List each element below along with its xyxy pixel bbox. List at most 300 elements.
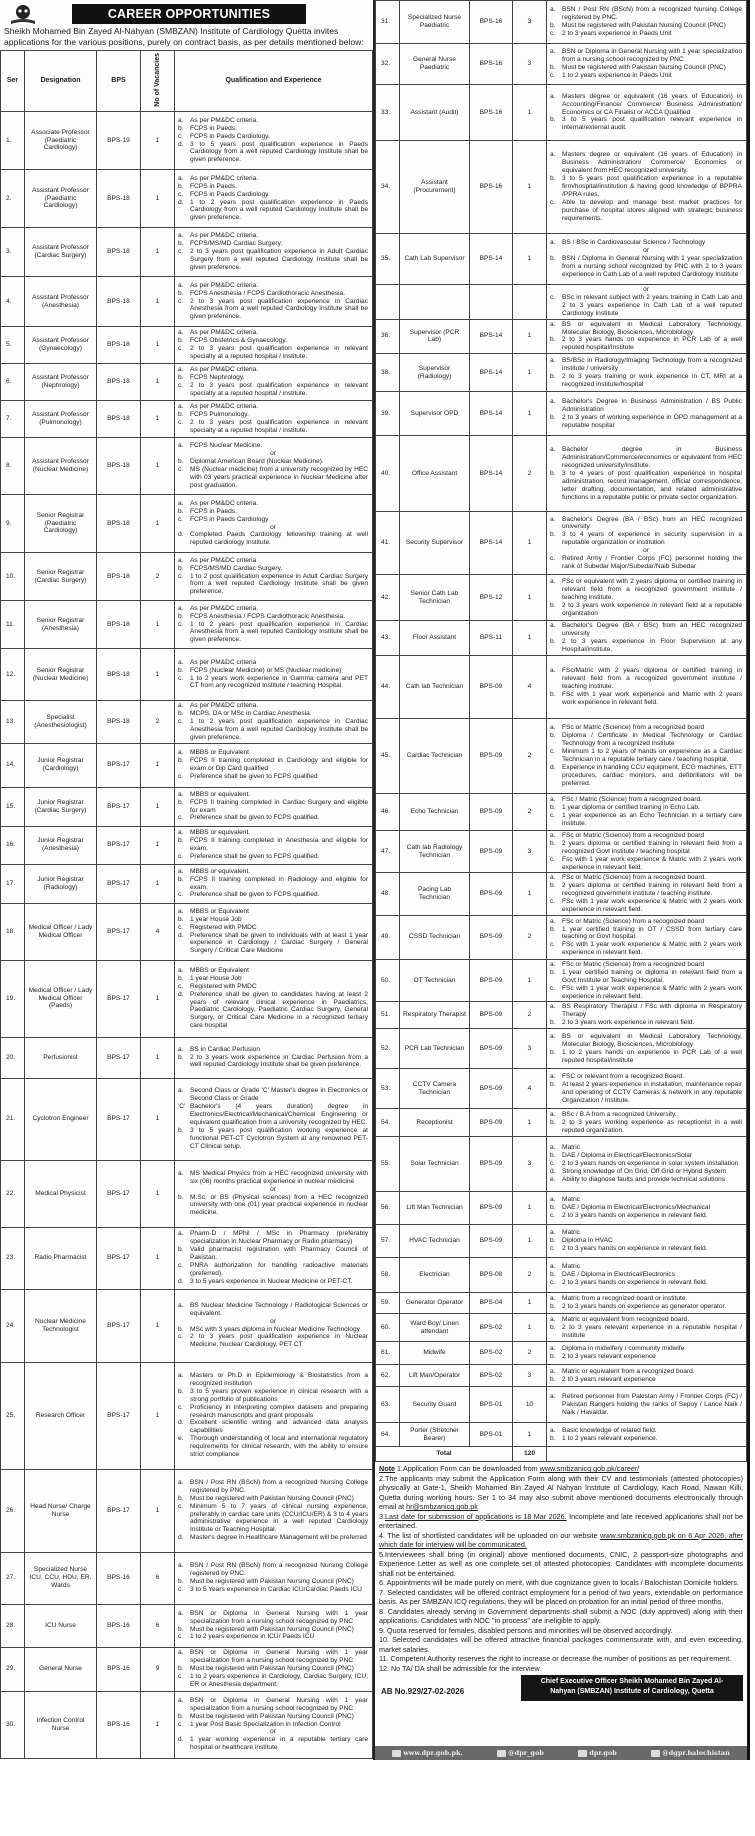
qualification-item: c. 2 to 3 years post qualification experience in Adult Cardiac Surgery from a well reputed Cardiology Institute shall be given preference. xyxy=(178,248,368,271)
ab-number: AB No.929/27-02-2026 xyxy=(381,1687,465,1697)
designation: Senior Registrar (Anesthesia) xyxy=(25,601,97,649)
bps-grade: BPS-08 xyxy=(470,1258,513,1293)
bps-grade: BPS-17 xyxy=(97,864,141,903)
qualification-item: b. 2 to 3 years working experience as receptionist in a well reputed organization. xyxy=(550,1118,742,1134)
designation: Lift Man Technician xyxy=(400,1192,470,1225)
qualification-item: e. Ability to diagnose faults and provide technical solutions xyxy=(550,1176,726,1184)
bps-grade: BPS-09 xyxy=(470,959,513,1002)
qualification-list xyxy=(547,718,747,793)
designation: HVAC Technician xyxy=(400,1225,470,1258)
bps-grade: BPS-14 xyxy=(470,512,513,575)
qualification-item: a. Matric or equivalent from a recognized board. xyxy=(550,1367,695,1375)
serial-number: 8. xyxy=(1,438,25,495)
qualification-item: or xyxy=(270,1728,276,1736)
qualification-item: b. 3 to 5 years post qualification relevant experience in internal/external audit. xyxy=(550,116,742,132)
vacancy-count: 1 xyxy=(141,601,175,649)
qualification-item: b. FCPS in Paeds. xyxy=(178,182,237,190)
vacancy-count: 1 xyxy=(141,787,175,826)
qualification-item: a. BS or equivalent in Medical Laboratory Technology, Molecular Biology, Biosciences, Microbiology xyxy=(550,320,742,336)
qualification-item: c. 1 to 2 years experience in ICU/ Paeds ICU xyxy=(178,1633,315,1641)
designation: Specialist (Anesthesiologist) xyxy=(25,701,97,744)
note-item: 4. The list of shortlisted candidates will be uploaded on our website www.smbzanicq.gob.pk on 6 Apr 2026, after which date for interview will be communicated. xyxy=(379,1530,743,1550)
qualification-list xyxy=(547,436,747,512)
bps-grade xyxy=(470,285,513,320)
qualification-list xyxy=(175,1037,373,1078)
serial-number: 38. xyxy=(376,354,400,392)
table-row xyxy=(376,392,747,436)
table-header-row xyxy=(1,51,373,112)
qualification-item: c. Preference shall be given to FCPS qualified. xyxy=(178,814,320,822)
qualification-list xyxy=(547,44,747,85)
designation: Assistant Professor (Paediatric Cardiology) xyxy=(25,170,97,228)
qualification-item: a. Bachelor's Degree in Business Administration / BS Public Administration xyxy=(550,397,742,413)
table-row xyxy=(376,1137,747,1192)
designation: Assistant Professor (Nephrology) xyxy=(25,364,97,401)
qualification-list xyxy=(175,787,373,826)
qualification-item: c. 1 to 2 years post qualification experience in Cardiac Anesthesia from a well reputed Cardiology Institute shall be given preference. xyxy=(178,717,368,741)
note-item: 7. Selected candidates will be offered contract employment for a period of two years, extendable on performance basis. As per SMBZAN ICQ regulations, they will be placed on probation for an initial period of three months. xyxy=(379,1587,743,1607)
bps-grade: BPS-17 xyxy=(97,1469,141,1552)
serial-number: 53. xyxy=(376,1069,400,1109)
vacancy-count: 1 xyxy=(141,1469,175,1552)
designation: Pacing Lab Technician xyxy=(400,873,470,916)
bps-grade: BPS-16 xyxy=(470,44,513,85)
vacancy-count: 4 xyxy=(513,1069,547,1109)
qualification-item: a. BSN or Diploma in General Nursing with 1 year specialization from a nursing school recognized by PNC xyxy=(178,1609,368,1625)
serial-number: 29. xyxy=(1,1647,25,1691)
qualification-item: c. MS (Nuclear medicine) from a university recognized by HEC with 03 years practical experience in Nuclear Medicine after post graduation. xyxy=(178,466,368,489)
vacancy-count: 1 xyxy=(513,1423,547,1447)
vacancy-count: 1 xyxy=(141,170,175,228)
serial-number: 23. xyxy=(1,1227,25,1289)
designation: Floor Assistant xyxy=(400,621,470,656)
table-row xyxy=(1,649,373,701)
qualification-item: c. BSc in relevant subject with 2 years training in Cath Lab and 2 to 3 years experience in Cath Lab of a well reputed Cardiology Institute xyxy=(550,293,742,317)
qualification-item: a. MS Medical Physics from a HEC recognized university with six (06) months practical experience in nuclear medicine xyxy=(178,1169,368,1185)
qualification-item: c. 1 year experience as an Echo Technician in a tertiary care institute. xyxy=(550,811,742,827)
serial-number: 11. xyxy=(1,601,25,649)
col-header-qualification: Qualification and Experience xyxy=(175,51,373,112)
designation: ICU Nurse xyxy=(25,1604,97,1647)
qualification-list xyxy=(547,141,747,234)
designation: OT Technician xyxy=(400,959,470,1002)
vacancy-count: 3 xyxy=(513,1029,547,1069)
designation xyxy=(400,285,470,320)
table-row xyxy=(376,1423,747,1447)
qualification-item: a. FSC or relevant from a recognized Board. xyxy=(550,1072,685,1080)
bps-grade: BPS-18 xyxy=(97,327,141,364)
qualification-item: a. Matric from a recognized board or institute. xyxy=(550,1295,688,1303)
qualification-list xyxy=(547,873,747,916)
designation: Infection Control Nurse xyxy=(25,1691,97,1758)
qualification-item: b. Valid pharmacist registration with Pharmacy Council of Pakistan. xyxy=(178,1246,368,1262)
table-row xyxy=(376,1225,747,1258)
serial-number: 42. xyxy=(376,575,400,621)
qualification-item: c. Preference shall be given to FCPS qualified. xyxy=(178,852,320,860)
vacancy-count: 1 xyxy=(513,1109,547,1137)
signature-block xyxy=(375,1675,747,1701)
serial-number: 44. xyxy=(376,655,400,718)
vacancy-table-right xyxy=(375,0,747,1462)
qualification-item: a. BSN or Diploma in General Nursing with 1 year specialization from a nursing school recognized by PNC xyxy=(178,1696,368,1712)
qualification-item: c. FCPS in Paeds Cardiology. xyxy=(178,132,270,140)
qualification-item: b. FCPS/MS/MD Cardiac Surgery. xyxy=(178,240,283,248)
qualification-item: d. Experience in handling CCU equipment, ECG machines, ETT procedures, cardiac monitors, and defibrillators will be preferred. xyxy=(550,763,742,787)
qualification-item: a. MBBS or equivalent. xyxy=(178,829,251,837)
qualification-item: b. 3 to 5 years post qualification experience in a reputable firm/hospital/institution & having good knowledge of BPPRA /PPRA rules. xyxy=(550,175,742,198)
qualification-list xyxy=(175,327,373,364)
qualification-item: e. Thorough understanding of local and international regulatory requirements for clinical research, with the ability to ensure strict compliance xyxy=(178,1435,368,1459)
qualification-item: a. BSN / Post RN (BScN) from a recognized Nursing College registered by PNC. xyxy=(178,1562,368,1578)
vacancy-count: 1 xyxy=(141,438,175,495)
designation: Medical Officer / Lady Medical Officer xyxy=(25,903,97,960)
serial-number: 51. xyxy=(376,1002,400,1029)
note-link[interactable]: Last date for submission of applications is 18 Mar 2026. xyxy=(385,1511,567,1521)
qualification-item: a. BSN or Diploma in General Nursing with 1 year specialization from a nursing school recognized by PNC xyxy=(178,1649,368,1665)
footer-website[interactable]: www.dpr.gob.pk. xyxy=(392,1746,463,1760)
qualification-item: a. Bachelor's Degree (BA / BSc) from an HEC recognized university xyxy=(550,622,742,638)
vacancy-count: 1 xyxy=(141,1362,175,1469)
qualification-item: b. FCPS (Nuclear Medicine) or MS (Nuclear medicine) xyxy=(178,666,342,674)
qualification-item: c. 2 to 3 years post qualification experience in Cardiac Anesthesia from a well reputed Cardiology Institute shall be given preference. xyxy=(178,297,368,321)
table-row xyxy=(376,1314,747,1342)
qualification-item: c. 2 to 3 years hands on experience in relevant field. xyxy=(550,1279,708,1287)
designation: PCR Lab Technician xyxy=(400,1029,470,1069)
note-item: 6. Appointments will be made purely on merit, with due cognizance given to locals / Balochistan Domicile holders. xyxy=(379,1578,739,1588)
page-title: CAREER OPPORTUNITIES xyxy=(72,4,306,24)
serial-number: 55. xyxy=(376,1137,400,1192)
serial-number: 26. xyxy=(1,1469,25,1552)
designation: Associate Professor (Paediatric Cardiology) xyxy=(25,112,97,170)
qualification-item: a. FSc or Matric (Science) from a recognized board. xyxy=(550,874,707,882)
designation: Perfusionist xyxy=(25,1037,97,1078)
designation: Specialized Nurse Paediatric xyxy=(400,1,470,44)
qualification-list xyxy=(175,1362,373,1469)
bps-grade: BPS-18 xyxy=(97,401,141,438)
bps-grade: BPS-18 xyxy=(97,170,141,228)
qualification-item: a. BS in Cardiac Perfusion xyxy=(178,1045,261,1053)
table-body-right xyxy=(376,1,747,1447)
qualification-item: c. 2 to 3 years post qualification experience in Nuclear Medicine, Nuclear Cardiology, PET CT xyxy=(178,1333,368,1349)
serial-number: 28. xyxy=(1,1604,25,1647)
designation: Supervisor (PCR Lab) xyxy=(400,319,470,354)
vacancy-count: 1 xyxy=(513,141,547,234)
designation: Senior Registrar (Cardiac Surgery) xyxy=(25,553,97,601)
table-row xyxy=(376,1387,747,1423)
serial-number: 54. xyxy=(376,1109,400,1137)
vacancy-count: 1 xyxy=(141,327,175,364)
footer-bar xyxy=(375,1746,747,1760)
col-header-ser: Ser xyxy=(1,51,25,112)
table-row xyxy=(376,1365,747,1387)
qualification-list xyxy=(547,915,747,959)
table-row xyxy=(376,959,747,1002)
qualification-item: a. As per PM&DC criteria. xyxy=(178,116,259,124)
qualification-item: b. 2 to 3 years hands on experience in PCR Lab of a well reputed hospital/Institute xyxy=(550,336,742,352)
table-row xyxy=(376,512,747,575)
table-row xyxy=(376,655,747,718)
qualification-item: d. Preference shall be given to candidates having at least 2 years of relevant clinical experience in Paediatrics, Paediatric Cardiology, Paediatric Cardiac Surgery, General Surgery, or Critical Care Medicine in a recognized tertiary care hospital xyxy=(178,990,368,1030)
qualification-item: b. Must be registered with Pakistan Nursing Council (PNC) xyxy=(178,1625,354,1633)
serial-number: 10. xyxy=(1,553,25,601)
qualification-item: c. 2 to 3 years post qualification experience in relevant specialty at a reputed hospital / institute. xyxy=(178,382,368,397)
qualification-item: or xyxy=(270,1317,276,1325)
qualification-item: b. 3 to 5 years post qualification working experience at functional PET-CT Cyclotron System at any renowned PET-CT Clinical setup. xyxy=(178,1126,368,1150)
qualification-list xyxy=(175,495,373,553)
bps-grade: BPS-16 xyxy=(97,1691,141,1758)
vacancy-count: 1 xyxy=(141,826,175,864)
table-row xyxy=(376,1002,747,1029)
serial-number: 30. xyxy=(1,1691,25,1758)
qualification-list xyxy=(175,1289,373,1362)
qualification-list xyxy=(547,830,747,873)
table-row xyxy=(1,903,373,960)
qualification-item: b. Must be registered with Pakistan Nursing Council (PNC) xyxy=(178,1494,354,1502)
qualification-item: b. M.Sc. or BS (Physical sciences) from a HEC recognized university with one (01) year practical experience in nuclear medicine. xyxy=(178,1193,368,1217)
table-row xyxy=(1,401,373,438)
bps-grade: BPS-09 xyxy=(470,1225,513,1258)
footer-twitter[interactable]: @dpr_gob xyxy=(497,1746,544,1760)
serial-number: 19. xyxy=(1,960,25,1037)
qualification-item: a. BS Respiratory Therapist / FSc with diploma in Respiratory Therapy xyxy=(550,1003,742,1019)
qualification-item: a. FSc or equivalent with 2 years diploma or certified training in relevant field from a recognized government institute / teaching institute. xyxy=(550,577,742,601)
qualification-item: b. 3 to 4 years of experience in security supervision in a reputable organization or institution xyxy=(550,531,742,547)
serial-number: 20. xyxy=(1,1037,25,1078)
designation: Cardiac Technician xyxy=(400,718,470,793)
qualification-item: a. FSc or Matric (Science) from a recognized board xyxy=(550,917,705,925)
qualification-list xyxy=(547,1,747,44)
qualification-item: a. As per PM&DC criteria. xyxy=(178,403,259,411)
qualification-item: b. Must be registered with Pakistan Nursing Council (PNC) xyxy=(178,1665,354,1673)
note-label: Note xyxy=(379,1464,395,1474)
table-row xyxy=(376,1342,747,1365)
qualification-list xyxy=(175,1469,373,1552)
qualification-item: c. Preference shall be given to FCPS qualified. xyxy=(178,891,320,899)
bps-grade: BPS-17 xyxy=(97,960,141,1037)
qualification-list xyxy=(547,1258,747,1293)
bps-grade: BPS-16 xyxy=(97,1552,141,1604)
table-row xyxy=(376,1109,747,1137)
qualification-item: 'C' Bachelor's (4 years duration) degree in Electronics/Electrical/Mechanical/Chemical Engineering or equivalent qualification from a university recognized by HEC. xyxy=(178,1103,368,1127)
serial-number: 34. xyxy=(376,141,400,234)
vacancy-count: 1 xyxy=(513,575,547,621)
qualification-item: b. Diploma / Certificate in Medical Technology or Cardiac Technology from a recognized institute xyxy=(550,732,742,748)
qualification-item: a. Masters degree or equivalent (16 years of Education) in Accounting/Finance/ Commerce/ Business Administration/ Economics or CA Finalist or ACCA Qualified xyxy=(550,92,742,116)
bps-grade: BPS-17 xyxy=(97,1160,141,1227)
qualification-item: b. 3 to 4 years of post qualification experience in hospital administration, record management, official correspondence, letter drafting, documentation, and related administrative functions in a reputable public or private sector organization. xyxy=(550,469,742,501)
designation: Senior Cath Lab Technician xyxy=(400,575,470,621)
vacancy-count: 2 xyxy=(141,553,175,601)
table-row xyxy=(376,718,747,793)
serial-number: 5. xyxy=(1,327,25,364)
bps-grade: BPS-18 xyxy=(97,277,141,327)
designation: Security Guard xyxy=(400,1387,470,1423)
serial-number: 32. xyxy=(376,44,400,85)
designation: Junior Registrar (Radiology) xyxy=(25,864,97,903)
qualification-item: b. DAE / Diploma in Electrical/Electronics/Mechanical xyxy=(550,1204,711,1212)
qualification-item: d. 3 to 5 years experience in Nuclear Medicine or PET-CT. xyxy=(178,1277,353,1285)
designation: Medical Physicist xyxy=(25,1160,97,1227)
qualification-item: a. Matric xyxy=(550,1263,580,1271)
qualification-list xyxy=(175,1078,373,1160)
table-row xyxy=(376,1293,747,1314)
note-link[interactable]: hr@smbzanicq.gob.pk xyxy=(406,1502,478,1512)
table-row xyxy=(376,319,747,354)
qualification-item: a. As per PM&DC criteria xyxy=(178,556,257,564)
qualification-item: b. 1 year House Job xyxy=(178,915,242,923)
globe-icon xyxy=(392,1750,401,1757)
qualification-item: c. Proficiency in interpreting complex datasets and preparing research manuscripts and grant proposals xyxy=(178,1403,368,1419)
total-value: 120 xyxy=(513,1447,547,1462)
note-item: 2.The applicants may submit the Application Form along with their CV and testimonials (attested photocopies) physically at Gate-1, Sheikh Mohamed Bin Zayed Al Nahyan Institute of Cardiology, Kach Road, Nawan Killi, Quetta during working hours. Ser 1 to 34 may also submit above mentioned documents electronically through email at hr@smbzanicq.gob.pk xyxy=(379,1473,743,1512)
qualification-item: c. 3 to 5 Years experience in Cardiac ICU/Cardiac Paeds ICU xyxy=(178,1585,362,1593)
designation: Assistant Professor (Gynaecology) xyxy=(25,327,97,364)
qualification-item: b. At least 2 years experience in installation, maintenance repair and operating of CCTV Cameras & network in any reputable Organization / Institute. xyxy=(550,1080,742,1104)
qualification-item: b. FCPS Nephrology. xyxy=(178,374,245,382)
qualification-list xyxy=(175,553,373,601)
bps-grade: BPS-17 xyxy=(97,1227,141,1289)
qualification-item: b. 2 to 3 years work experience in relevant field at a reputable organization xyxy=(550,601,742,617)
designation: Specialized Nurse ICU, CCU, HDU, ER, Wards xyxy=(25,1552,97,1604)
qualification-list xyxy=(547,1387,747,1423)
qualification-item: c. Fsc with 1 year work experience & Matric with 2 years work experience in relevant field. xyxy=(550,855,742,871)
vacancy-count: 1 xyxy=(513,1293,547,1314)
qualification-item: b. 2 years diploma or certified training in relevant field from a recognized Govt institute / teaching hospital xyxy=(550,839,742,855)
qualification-item: b. 1 year House Job xyxy=(178,974,242,982)
vacancy-count: 1 xyxy=(141,1078,175,1160)
qualification-item: b. 2 t0 3 years relevant experience xyxy=(550,1375,656,1383)
qualification-item: b. FSc with 1 year work experience and Matric with 2 years work experience in relevant field. xyxy=(550,690,742,706)
qualification-item: b. Must be registered with Pakistan Nursing Council (PNC) xyxy=(550,64,726,71)
table-row xyxy=(1,228,373,277)
qualification-item: a. As per PM&DC criteria. xyxy=(178,281,259,289)
qualification-list xyxy=(547,319,747,354)
bps-grade: BPS-17 xyxy=(97,787,141,826)
qualification-item: b. DAE / Diploma in Electrical/Electronics xyxy=(550,1271,675,1279)
total-label: Total xyxy=(376,1447,513,1462)
bps-grade: BPS-18 xyxy=(97,438,141,495)
vacancy-count: 2 xyxy=(513,1342,547,1365)
qualification-item: b. 1 to 2 years hands on experience in PCR Lab of a well reputed hospital/institute xyxy=(550,1048,742,1064)
qualification-list xyxy=(175,826,373,864)
note-link[interactable]: www.smbzanicq.gob.pk on 6 Apr 2026, after which date for interview will be communicated. xyxy=(379,1530,743,1550)
vacancy-count: 9 xyxy=(141,1647,175,1691)
table-row xyxy=(376,44,747,85)
qualification-list xyxy=(175,401,373,438)
ceo-signature: Chief Executive Officer Sheikh Mohamed Bin Zayed Al- Nahyan (SMBZAN) Institute of Cardiology, Quetta xyxy=(521,1675,743,1701)
bps-grade: BPS-09 xyxy=(470,873,513,916)
qualification-item: c. 1 to 2 years post qualification experience in Cardiac Anesthesia from a well reputed Cardiology Institute shall be given preference. xyxy=(178,620,368,644)
designation: Cyclotron Engineer xyxy=(25,1078,97,1160)
designation: Senior Registrar (Nuclear Medicine) xyxy=(25,649,97,701)
qualification-item: a. As per PM&DC criteria. xyxy=(178,499,259,507)
qualification-item: a. BS or equivalent in Medical Laboratory Technology, Molecular Biology, Biosciences, Microbiology xyxy=(550,1032,742,1048)
designation: Assistant (Procurement) xyxy=(400,141,470,234)
qualification-list xyxy=(547,1314,747,1342)
qualification-item: a. FSc / Matric (Science) from a recognized board. xyxy=(550,796,702,804)
designation: Nuclear Medicine Technologist xyxy=(25,1289,97,1362)
designation: Lift Man/Operator xyxy=(400,1365,470,1387)
qualification-item: or xyxy=(643,547,649,555)
qualification-item: a. MBBS or equivalent. xyxy=(178,790,251,798)
qualification-list xyxy=(175,1160,373,1227)
bps-grade: BPS-19 xyxy=(97,112,141,170)
bps-grade: BPS-04 xyxy=(470,1293,513,1314)
bps-grade: BPS-09 xyxy=(470,1002,513,1029)
twitter-icon xyxy=(497,1750,506,1757)
qualification-list xyxy=(175,601,373,649)
designation: Assistant Professor (Pulmonology) xyxy=(25,401,97,438)
qualification-item: b. FCPS in Paeds. xyxy=(178,124,237,132)
serial-number: 46. xyxy=(376,793,400,830)
designation: Senior Registrar (Paediatric Cardiology) xyxy=(25,495,97,553)
bps-grade: BPS-16 xyxy=(470,141,513,234)
serial-number xyxy=(376,285,400,320)
table-row xyxy=(1,1362,373,1469)
bps-grade: BPS-16 xyxy=(470,85,513,141)
serial-number: 21. xyxy=(1,1078,25,1160)
table-row xyxy=(376,793,747,830)
serial-number: 24. xyxy=(1,1289,25,1362)
qualification-item: c. 2 to 3 years hands on experience in relevant field. xyxy=(550,1245,708,1253)
qualification-list xyxy=(175,1647,373,1691)
bps-grade: BPS-18 xyxy=(97,495,141,553)
serial-number: 48. xyxy=(376,873,400,916)
serial-number: 17. xyxy=(1,864,25,903)
qualification-item: d. 3 to 5 years post qualification experience in Paeds Cardiology from a well reputed Cardiology Institute shall be given preference. xyxy=(178,140,368,164)
vacancy-count: 2 xyxy=(513,1258,547,1293)
note-link[interactable]: www.smbzanicq.gob.pk/career/ xyxy=(539,1464,640,1474)
qualification-list xyxy=(175,960,373,1037)
serial-number: 60. xyxy=(376,1314,400,1342)
vacancy-count: 1 xyxy=(141,743,175,787)
bps-grade: BPS-14 xyxy=(470,436,513,512)
table-row xyxy=(1,1469,373,1552)
footer-facebook[interactable]: @dgpr.balochistan xyxy=(651,1746,730,1760)
qualification-list xyxy=(547,285,747,320)
serial-number: 1. xyxy=(1,112,25,170)
qualification-item: or xyxy=(643,286,649,293)
vacancy-count: 1 xyxy=(141,364,175,401)
qualification-item: c. 2 to 3 years post qualification experience in relevant specialty at a reputed hospital / institute. xyxy=(178,345,368,360)
table-row xyxy=(376,1192,747,1225)
qualification-item: b. 2 to 3 years experience in Floor Supervision at any Hospital/institute. xyxy=(550,638,742,653)
designation: Cath Lab Supervisor xyxy=(400,234,470,285)
qualification-item: c. FSc with 1 year work experience & Matric with 2 years work experience in relevant field. xyxy=(550,898,742,914)
qualification-item: a. MBBS or equivalent. xyxy=(178,867,251,875)
designation: Research Officer xyxy=(25,1362,97,1469)
vacancy-count: 1 xyxy=(513,621,547,656)
table-row xyxy=(376,1069,747,1109)
bps-grade: BPS-11 xyxy=(470,621,513,656)
qualification-item: a. As per PM&DC criteria. xyxy=(178,329,259,337)
qualification-item: a. Pharm-D / MPhil / MSc in Pharmacy (preferably specialization in Nuclear Pharmacy or Radio pharmacy) xyxy=(178,1230,368,1246)
serial-number: 58. xyxy=(376,1258,400,1293)
vacancy-count: 1 xyxy=(141,1691,175,1758)
serial-number: 43. xyxy=(376,621,400,656)
qualification-list xyxy=(547,1192,747,1225)
bps-grade: BPS-17 xyxy=(97,1362,141,1469)
footer-instagram[interactable]: dpr.gob xyxy=(578,1746,617,1760)
vacancy-count: 1 xyxy=(513,1192,547,1225)
notes-section xyxy=(375,1462,747,1675)
serial-number: 56. xyxy=(376,1192,400,1225)
qualification-item: c. 2 to 3 years experience in Paeds Unit xyxy=(550,29,672,37)
qualification-item: a. BSN or Diploma in General Nursing with 1 year specialization from a nursing school recognized by PNC xyxy=(550,48,742,64)
vacancy-count: 1 xyxy=(141,277,175,327)
designation: CSSD Technician xyxy=(400,915,470,959)
qualification-item: a. Matric xyxy=(550,1196,580,1204)
